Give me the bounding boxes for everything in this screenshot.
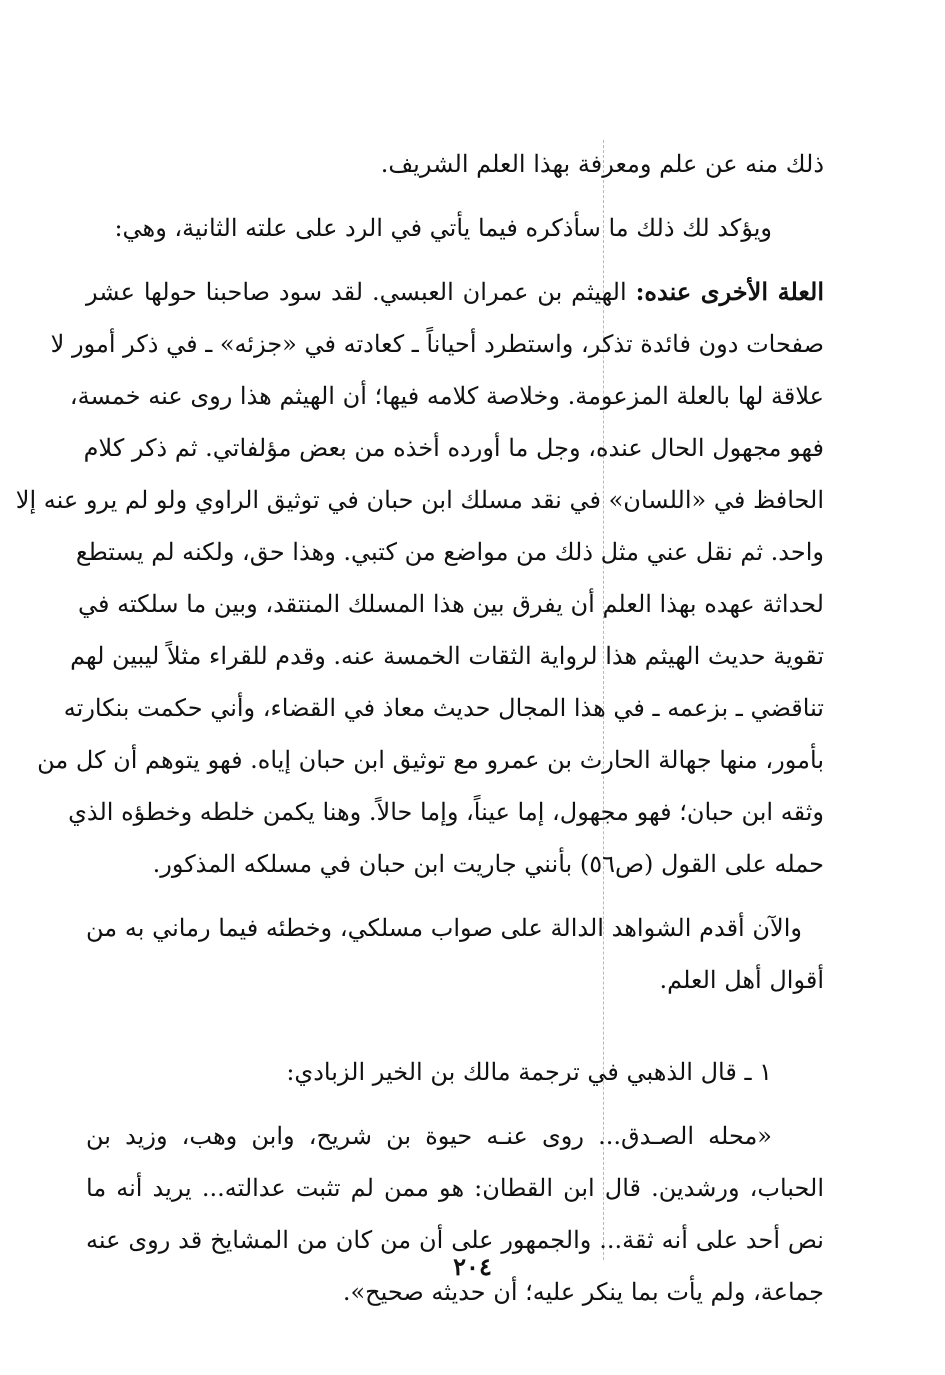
paragraph-3-line-2: صفحات دون فائدة تذكر، واستطرد أحياناً ـ كعادته في «جزئه» ـ في ذكر أمور لا	[50, 330, 824, 358]
paragraph-3-line-8: تقوية حديث الهيثم هذا لرواية الثقات الخمسة عنه. وقدم للقراء مثلاً ليبين لهم	[70, 642, 824, 670]
item-1-heading: ١ ـ قال الذهبي في ترجمة مالك بن الخير الزبادي:	[286, 1058, 772, 1086]
spacer	[86, 1006, 824, 1046]
spacer	[86, 1098, 824, 1110]
paragraph-3-line-9: تناقضي ـ بزعمه ـ في هذا المجال حديث معاذ في القضاء، وأني حكمت بنكارته	[63, 694, 824, 722]
spacer	[86, 190, 824, 202]
paragraph-3-lead: العلة الأخرى عنده:	[635, 277, 824, 306]
paragraph-1-line-1: ذلك منه عن علم ومعرفة بهذا العلم الشريف.	[380, 150, 824, 178]
paragraph-3-line-4: فهو مجهول الحال عنده، وجل ما أورده أخذه من بعض مؤلفاتي. ثم ذكر كلام	[83, 434, 824, 462]
paragraph-3-line-6: واحد. ثم نقل عني مثل ذلك من مواضع من كتبي. وهذا حق، ولكنه لم يستطع	[75, 538, 824, 566]
paragraph-3-line-7: لحداثة عهده بهذا العلم أن يفرق بين هذا المسلك المنتقد، وبين ما سلكته في	[77, 590, 824, 618]
paragraph-3-line-10: بأمور، منها جهالة الحارث بن عمرو مع توثيق ابن حبان إياه. فهو يتوهم أن كل من	[37, 746, 824, 774]
paragraph-2-line-1: ويؤكد لك ذلك ما سأذكره فيما يأتي في الرد على علته الثانية، وهي:	[114, 214, 772, 242]
quote-line-3: نص أحد على أنه ثقة... والجمهور على أن من كان من المشايخ قد روى عنه	[86, 1226, 824, 1254]
paragraph-3-line-5: الحافظ في «اللسان» في نقد مسلك ابن حبان في توثيق الراوي ولو لم يرو عنه إلا	[15, 486, 824, 514]
quote-line-2: الحباب، ورشدين. قال ابن القطان: هو ممن لم تثبت عدالته... يريد أنه ما	[86, 1174, 824, 1202]
quote-line-1: «محله الصـدق... روى عنـه حيوة بن شريح، وابن وهب، وزيد بن	[86, 1122, 772, 1150]
body-text	[15, 138, 824, 1318]
paragraph-3-line-1	[86, 266, 824, 318]
paragraph-3-line-3: علاقة لها بالعلة المزعومة. وخلاصة كلامه فيها؛ أن الهيثم هذا روى عنه خمسة،	[69, 382, 824, 410]
spacer	[86, 254, 824, 266]
paragraph-3-line-12: حمله على القول (ص٥٦) بأنني جاريت ابن حبان في مسلكه المذكور.	[152, 850, 824, 878]
paragraph-4-line-2: أقوال أهل العلم.	[659, 966, 824, 994]
quote-line-4: جماعة، ولم يأت بما ينكر عليه؛ أن حديثه صحيح».	[342, 1278, 824, 1306]
spacer	[86, 890, 824, 902]
page-number: ٢٠٤	[453, 1252, 492, 1281]
paragraph-3-line-11: وثقه ابن حبان؛ فهو مجهول، إما عيناً، وإما حالاً. وهنا يكمن خلطه وخطؤه الذي	[68, 798, 824, 826]
paragraph-4-line-1: والآن أقدم الشواهد الدالة على صواب مسلكي، وخطئه فيما رماني به من	[86, 914, 802, 942]
paragraph-3-line-1-rest: الهيثم بن عمران العبسي. لقد سود صاحبنا حولها عشر	[86, 278, 636, 306]
